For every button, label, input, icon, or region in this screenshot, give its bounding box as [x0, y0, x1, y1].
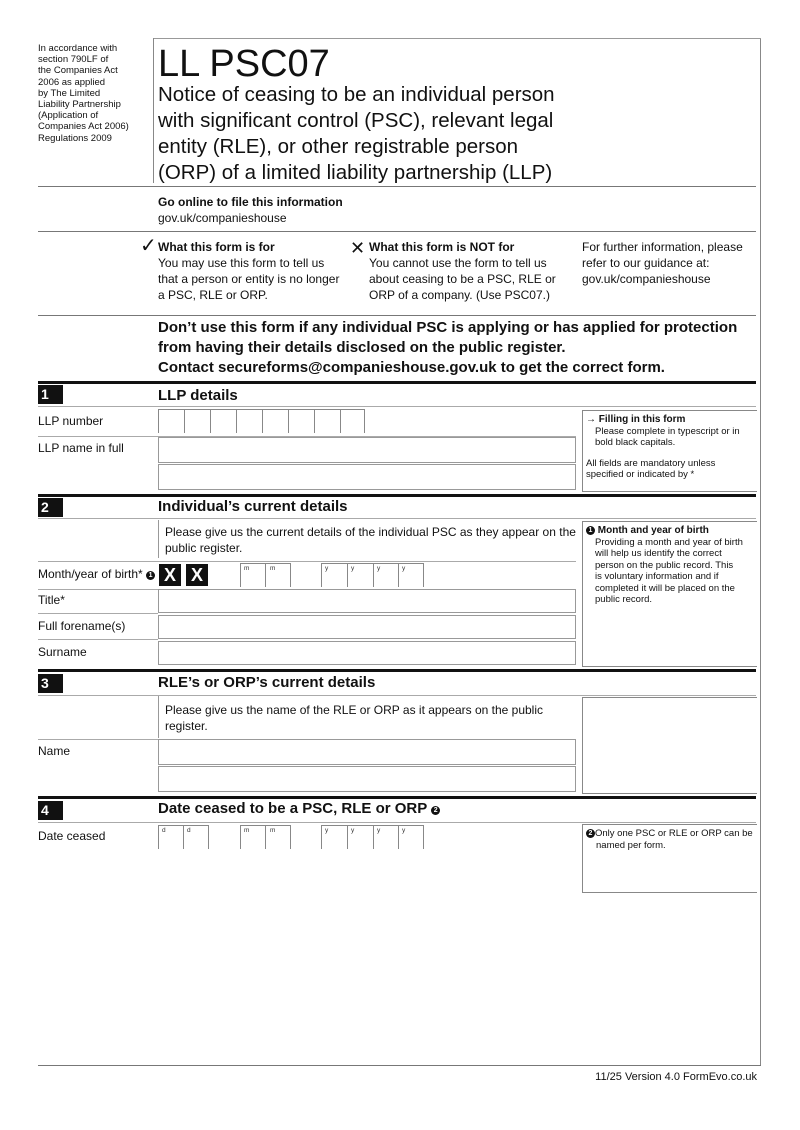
title-input[interactable]: [158, 589, 576, 613]
further-info-block: For further information, please refer to our guidance at: gov.uk/companieshouse: [582, 240, 743, 286]
llp-number-label: LLP number: [38, 414, 104, 428]
section-3-side-panel: [582, 697, 757, 794]
dob-day-blocked-2: X: [186, 564, 208, 586]
section-1-number: 1: [38, 385, 63, 404]
not-for-block: What this form is NOT for You cannot use the form to tell us about ceasing to be a PSC, RLE or ORP of a company. (Use PSC07.): [369, 240, 556, 302]
rule: [38, 613, 158, 614]
rule: [38, 231, 756, 232]
online-url[interactable]: gov.uk/companieshouse: [158, 211, 287, 225]
note-1-marker: 1: [146, 571, 155, 580]
rle-name-label: Name: [38, 744, 71, 758]
protection-warning: Don’t use this form if any individual PSC is applying or has applied for protection from having their details disclosed on the public register. Contact secureforms@companieshouse.gov.uk to get the correct form.: [158, 319, 738, 376]
form-code: LL PSC07: [158, 43, 330, 85]
section-1-title: LLP details: [158, 387, 238, 404]
date-ceased-label: Date ceased: [38, 829, 106, 843]
forenames-input[interactable]: [158, 615, 576, 639]
section-4-title: Date ceased to be a PSC, RLE or ORP 2: [158, 800, 440, 817]
llp-name-input-1[interactable]: [158, 437, 576, 463]
rule: [38, 406, 756, 407]
cross-icon: ✕: [350, 238, 366, 258]
rule: [38, 822, 756, 823]
llp-name-label: LLP name in full: [38, 441, 124, 455]
section-2-instruction: Please give us the current details of the individual PSC as they appear on the public register.: [158, 520, 576, 558]
llp-name-input-2[interactable]: [158, 464, 576, 490]
rule: [38, 315, 756, 316]
rule: [38, 518, 756, 519]
dob-label: Month/year of birth* 1: [38, 567, 155, 581]
check-icon: ✓: [140, 235, 157, 257]
section-4-rule: [38, 796, 756, 799]
title-label: Title*: [38, 593, 65, 607]
rule: [38, 186, 756, 187]
rle-name-input-2[interactable]: [158, 766, 576, 792]
section-4-number: 4: [38, 801, 63, 820]
single-person-note: 2 Only one PSC or RLE or ORP can be named per form.: [586, 828, 756, 851]
rule: [38, 639, 158, 640]
section-2-rule: [38, 494, 756, 497]
surname-label: Surname: [38, 645, 87, 659]
page-right-border: [760, 38, 761, 1065]
arrow-icon: →: [586, 414, 599, 425]
forenames-label: Full forename(s): [38, 619, 126, 633]
form-title: Notice of ceasing to be an individual person with significant control (PSC), relevant legal entity (RLE), or other registrable person (ORP) of a limited liability partnership (LLP): [158, 83, 555, 184]
dob-note: 1 Month and year of birth Providing a month and year of birth will help us identify the correct person on the public record. This is voluntary information and if completed it will be placed on the public record.: [586, 525, 756, 606]
page-bottom-rule: [38, 1065, 761, 1066]
filling-note: → Filling in this form Please complete in typescript or in bold black capitals. All fields are mandatory unless specified or indicated by *: [586, 414, 740, 480]
section-3-number: 3: [38, 674, 63, 693]
note-2-marker: 2: [431, 806, 440, 815]
section-3-instruction: Please give us the name of the RLE or ORP as it appears on the public register.: [158, 696, 576, 738]
legal-basis-text: In accordance with section 790LF of the Companies Act 2006 as applied by The Limited Liability Partnership (Application of Companies Act 2006) Regulations 2009: [38, 43, 129, 144]
online-heading: Go online to file this information: [158, 195, 343, 209]
section-2-title: Individual’s current details: [158, 498, 348, 515]
surname-input[interactable]: [158, 641, 576, 665]
what-for-block: What this form is for You may use this form to tell us that a person or entity is no longer a PSC, RLE or ORP.: [158, 240, 340, 302]
section-3-rule: [38, 669, 756, 672]
section-2-number: 2: [38, 498, 63, 517]
dob-day-blocked-1: X: [159, 564, 181, 586]
section-3-title: RLE’s or ORP’s current details: [158, 674, 376, 691]
footer-version: 11/25 Version 4.0 FormEvo.co.uk: [595, 1071, 757, 1083]
header-left-rule: [153, 38, 154, 183]
rle-name-input-1[interactable]: [158, 739, 576, 765]
page-top-rule: [153, 38, 761, 39]
rule: [38, 561, 576, 562]
section-1-rule: [38, 381, 756, 384]
